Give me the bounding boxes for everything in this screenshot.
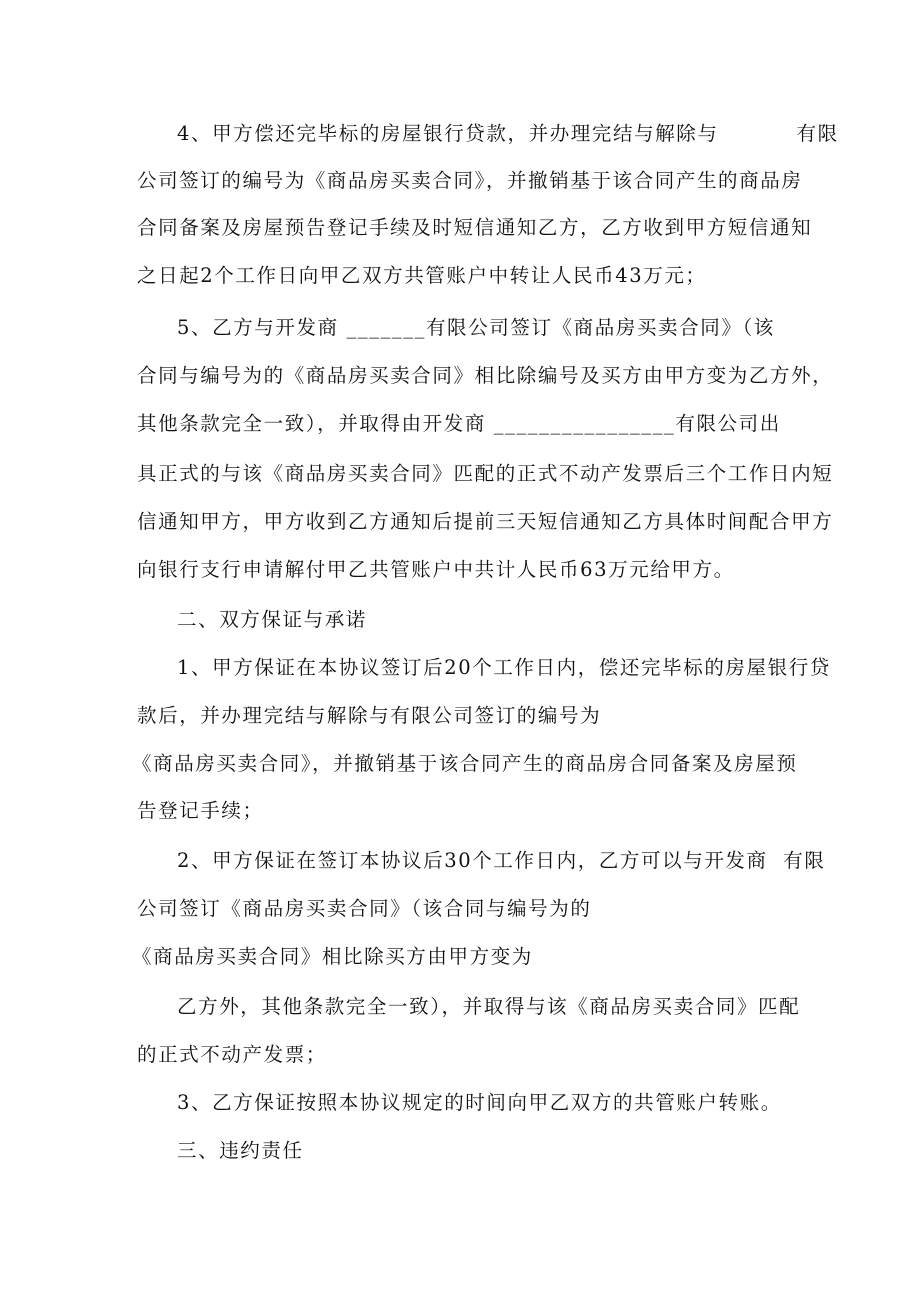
guarantee-2-line-2: 公司签订《商品房买卖合同》（该合同与编号为的 — [137, 897, 592, 920]
section-heading-2: 二、双方保证与承诺 — [177, 608, 367, 631]
guarantee-2-line-4: 乙方外，其他条款完全一致），并取得与该《商品房买卖合同》匹配 — [177, 995, 801, 1018]
guarantee-3-line-1: 3、乙方保证按照本协议规定的时间向甲乙双方的共管账户转账。 — [177, 1091, 782, 1114]
para-5-line-5: 信通知甲方，甲方收到乙方通知后提前三天短信通知乙方具体时间配合甲方 — [137, 510, 834, 533]
para-5-line-1: 5、乙方与开发商 _______有限公司签订《商品房买卖合同》（该 — [177, 316, 775, 339]
para-4-line-3: 合同备案及房屋预告登记手续及时短信通知乙方，乙方收到甲方短信通知 — [137, 216, 813, 239]
section-heading-3: 三、违约责任 — [177, 1139, 304, 1162]
para-5-line-3: 其他条款完全一致），并取得由开发商 ________________有限公司出 — [137, 412, 781, 435]
guarantee-1-line-2: 款后，并办理完结与解除与有限公司签订的编号为 — [137, 704, 602, 727]
para-5-line-4: 具正式的与该《商品房买卖合同》匹配的正式不动产发票后三个工作日内短 — [137, 462, 834, 485]
guarantee-2-line-1: 2、甲方保证在签订本协议后30个工作日内，乙方可以与开发商 有限 — [177, 849, 826, 872]
guarantee-2-line-5: 的正式不动产发票； — [137, 1043, 327, 1066]
guarantee-2-line-3: 《商品房买卖合同》相比除买方由甲方变为 — [132, 945, 533, 968]
para-4-line-2: 公司签订的编号为《商品房买卖合同》，并撤销基于该合同产生的商品房 — [137, 169, 803, 192]
para-5-line-6: 向银行支行申请解付甲乙共管账户中共计人民币63万元给甲方。 — [137, 558, 735, 581]
guarantee-1-line-4: 告登记手续； — [137, 799, 264, 822]
para-4-line-1: 4、甲方偿还完毕标的房屋银行贷款，并办理完结与解除与 有限 — [177, 122, 839, 145]
para-4-line-4: 之日起2个工作日向甲乙双方共管账户中转让人民币43万元； — [137, 264, 707, 287]
para-5-line-2: 合同与编号为的《商品房买卖合同》相比除编号及买方由甲方变为乙方外， — [137, 364, 834, 387]
guarantee-1-line-1: 1、甲方保证在本协议签订后20个工作日内，偿还完毕标的房屋银行贷 — [177, 656, 831, 679]
guarantee-1-line-3: 《商品房买卖合同》，并撤销基于该合同产生的商品房合同备案及房屋预 — [132, 752, 798, 775]
